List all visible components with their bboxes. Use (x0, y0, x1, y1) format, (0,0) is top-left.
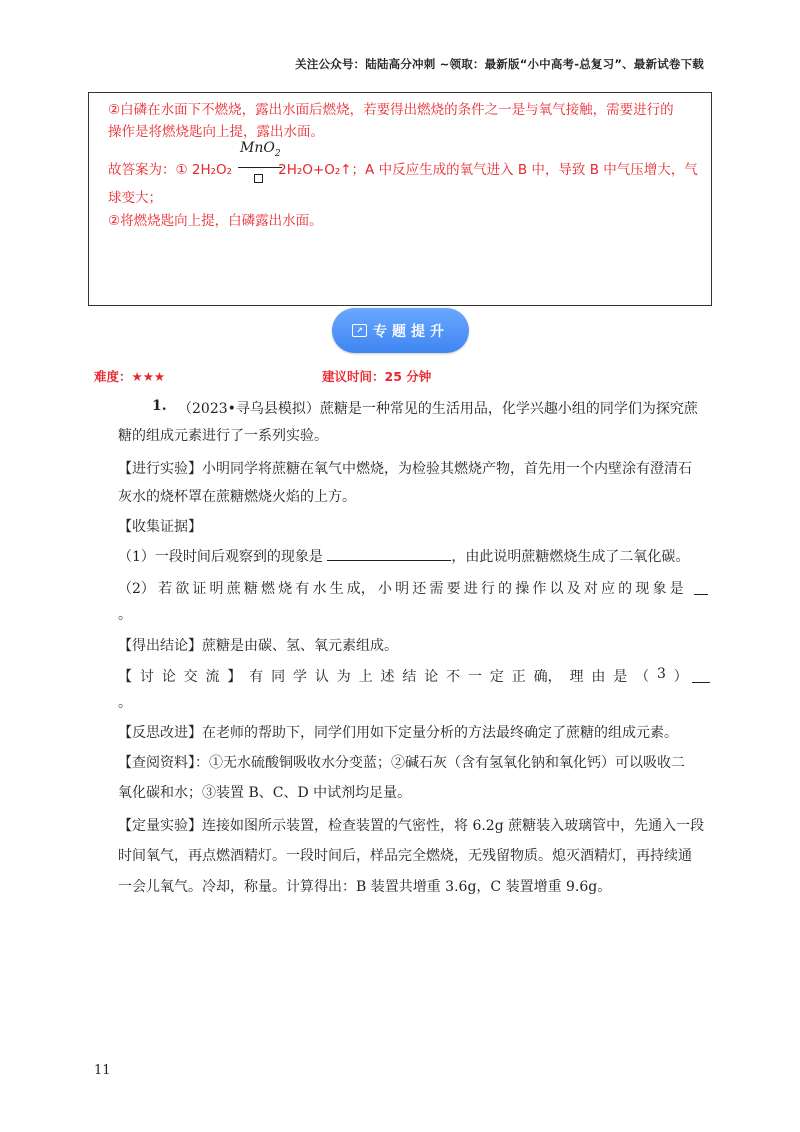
discuss-char-5: 】 (227, 669, 242, 685)
q2-char-29: 象 (652, 581, 667, 597)
experiment-line-1: 【进行实验】小明同学将蔗糖在氧气中燃烧，为检验其燃烧产物，首先用一个内壁涂有澄清石 (118, 461, 692, 477)
q2-char-10: 水 (312, 581, 327, 597)
badge-label: 专题提升 (373, 323, 449, 340)
period-1: 。 (118, 607, 132, 623)
discuss-char-2: 论 (161, 669, 176, 685)
discuss-char-7: 同 (271, 669, 286, 685)
q2-char-4: 明 (209, 581, 224, 597)
discuss-char-14: 论 (424, 669, 439, 685)
q2-char-15: 还 (412, 581, 427, 597)
discuss-char-11: 上 (358, 669, 373, 685)
question-number: 1. (152, 398, 167, 414)
catalyst-label: MnO$_2$ (240, 140, 281, 159)
q2-char-30: 是 (669, 581, 684, 597)
q2-char-16: 需 (429, 581, 444, 597)
q2-char-23: 以 (549, 581, 564, 597)
reference-line-1: 【查阅资料】：①无水硫酸铜吸收水分变蓝；②碱石灰（含有氢氧化钠和氧化钙）可以吸收二 (118, 755, 685, 771)
q2-char-13: 小 (377, 581, 392, 597)
answer-blank-3[interactable] (692, 666, 710, 683)
discuss-char-0: 【 (118, 669, 132, 685)
question-intro-1: （2023•寻乌县模拟）蔗糖是一种常见的生活用品，化学兴趣小组的同学们为探究蔗 (178, 401, 698, 417)
q2-char-8: 烧 (278, 581, 293, 597)
discuss-char-1: 讨 (139, 669, 154, 685)
discuss-char-6: 有 (249, 669, 264, 685)
answer-blank-2[interactable] (694, 578, 708, 595)
discuss-char-3: 交 (183, 669, 198, 685)
q2-char-1: 若 (158, 581, 173, 597)
answer-line-3: 故答案为：① 2H₂O₂ 2H₂O+O₂↑；A 中反应生成的氧气进入 B 中，导致 B 中气压增大，气 (108, 162, 698, 178)
discuss-char-16: 一 (468, 669, 482, 685)
q2-char-3: 证 (192, 581, 207, 597)
discuss-char-24: 3 (657, 666, 666, 682)
discuss-char-13: 结 (402, 669, 417, 685)
page-number: 11 (94, 1063, 111, 1078)
chart-icon: ↗ (352, 324, 367, 337)
discuss-char-9: 认 (314, 669, 329, 685)
question-2 (118, 578, 684, 598)
q2-char-2: 欲 (175, 581, 190, 597)
q2-char-18: 进 (463, 581, 478, 597)
discuss-char-17: 定 (489, 669, 504, 685)
q2-char-0: （2） (118, 581, 155, 597)
reference-line-2: 氧化碳和水；③装置 B、C、D 中试剂均足量。 (118, 785, 412, 801)
discuss-char-25: ） (673, 669, 688, 685)
discuss-char-10: 为 (336, 669, 351, 685)
q2-char-6: 糖 (243, 581, 258, 597)
q2-char-22: 作 (532, 581, 547, 597)
q2-char-17: 要 (446, 581, 461, 597)
q2-char-5: 蔗 (226, 581, 241, 597)
discuss-char-19: 确， (533, 669, 562, 685)
discuss-char-15: 不 (446, 669, 461, 685)
answer-line-4: 球变大； (108, 190, 162, 206)
discuss-char-4: 流 (205, 669, 220, 685)
quant-line-1: 【定量实验】连接如图所示装置，检查装置的气密性，将 6.2g 蔗糖装入玻璃管中，先通入一段 (118, 818, 705, 834)
answer-line-1: ②白磷在水面下不燃烧，露出水面后燃烧，若要得出燃烧的条件之一是与氧气接触，需要进行的 (108, 102, 674, 118)
question-1: （1）一段时间后观察到的现象是 ，由此说明蔗糖燃烧生成了二氧化碳。 (118, 549, 690, 565)
difficulty: 难度：★★★ (94, 369, 166, 384)
discuss-char-23: （ (635, 669, 650, 685)
discuss-char-20: 理 (569, 669, 584, 685)
q2-char-27: 的 (618, 581, 633, 597)
q2-char-20: 的 (498, 581, 513, 597)
topic-badge (332, 308, 469, 353)
q2-char-14: 明 (395, 581, 410, 597)
answer-line-2: 操作是将燃烧匙向上提，露出水面。 (108, 124, 324, 140)
q2-char-26: 应 (600, 581, 615, 597)
q2-char-9: 有 (295, 581, 310, 597)
answer-line-5: ②将燃烧匙向上提，白磷露出水面。 (108, 213, 323, 229)
q2-char-28: 现 (635, 581, 650, 597)
q2-char-25: 对 (583, 581, 598, 597)
quant-line-2: 时间氧气，再点燃酒精灯。一段时间后，样品完全燃烧，无残留物质。熄灭酒精灯，再持续通 (118, 848, 692, 864)
discuss-char-22: 是 (613, 669, 628, 685)
discuss-char-18: 正 (511, 669, 526, 685)
collect-evidence: 【收集证据】 (118, 519, 202, 535)
experiment-line-2: 灰水的烧杯罩在蔗糖燃烧火焰的上方。 (118, 489, 356, 505)
suggested-time: 建议时间：25 分钟 (322, 369, 432, 384)
q2-char-24: 及 (566, 581, 581, 597)
conclusion: 【得出结论】蔗糖是由碳、氢、氧元素组成。 (118, 638, 398, 654)
q2-char-19: 行 (480, 581, 495, 597)
q2-char-21: 操 (515, 581, 530, 597)
q2-char-11: 生 (329, 581, 344, 597)
answer-blank-1[interactable] (327, 560, 451, 561)
period-2: 。 (118, 695, 132, 711)
discuss-char-21: 由 (591, 669, 606, 685)
question-intro-2: 糖的组成元素进行了一系列实验。 (118, 428, 328, 444)
discuss-char-12: 述 (380, 669, 395, 685)
quant-line-3: 一会儿氧气。冷却，称量。计算得出：B 装置共增重 3.6g，C 装置增重 9.6g。 (118, 879, 612, 895)
page-header: 关注公众号：陆陆高分冲刺 ~领取：最新版“小中高考-总复习”、最新试卷下载 (295, 57, 704, 71)
discussion (118, 666, 688, 686)
discuss-char-8: 学 (293, 669, 307, 685)
q2-char-7: 燃 (261, 581, 276, 597)
reflection: 【反思改进】在老师的帮助下，同学们用如下定量分析的方法最终确定了蔗糖的组成元素。 (118, 725, 678, 741)
q2-char-12: 成， (346, 581, 375, 597)
